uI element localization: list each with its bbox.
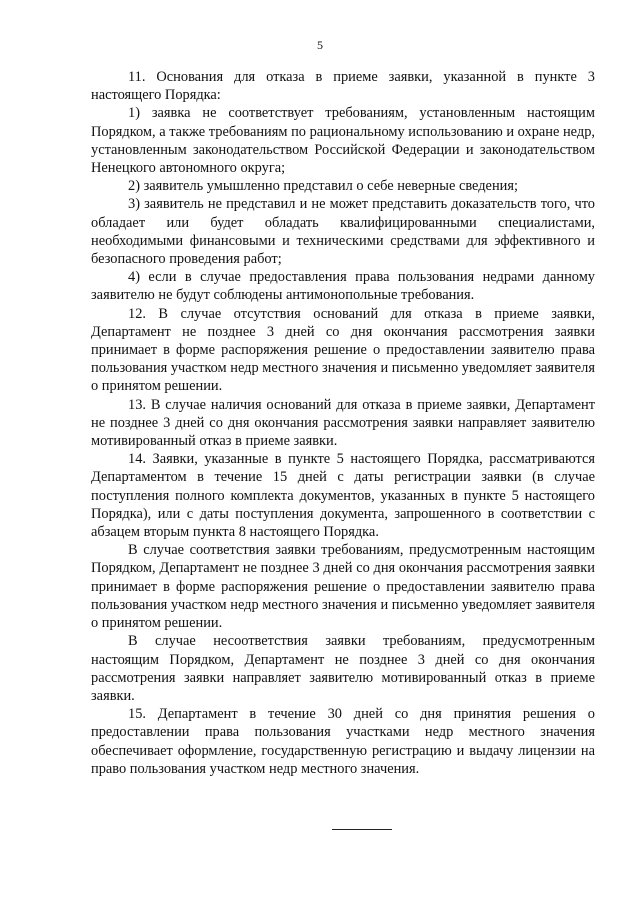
end-divider	[332, 829, 392, 830]
paragraph-11-item-3: 3) заявитель не представил и не может представить доказательств того, что обладает или будет обладать квалифицированными специалистами, необходимыми финансовыми и техническими средствами для эффективного и безопасного проведения работ;	[91, 196, 595, 268]
page-number: 5	[317, 38, 323, 52]
paragraph-11: 11. Основания для отказа в приеме заявки, указанной в пункте 3 настоящего Порядка:	[91, 69, 595, 104]
paragraph-11-item-1: 1) заявка не соответствует требованиям, установленным настоящим Порядком, а также требованиям по рациональному использованию и охране недр, установленным законодательством Российской Федерации и законодательством Ненецкого автономного округа;	[91, 105, 595, 177]
paragraph-14-part-2: В случае соответствия заявки требованиям, предусмотренным настоящим Порядком, Департамент не позднее 3 дней со дня окончания рассмотрения заявки принимает в форме распоряжения решение о предоставлении заявителю права пользования участком недр местного значения и письменно уведомляет заявителя о принятом решении.	[91, 542, 595, 632]
paragraph-15: 15. Департамент в течение 30 дней со дня принятия решения о предоставлении права пользования участками недр местного значения обеспечивает оформление, государственную регистрацию и выдачу лицензии на право пользования участком недр местного значения.	[91, 706, 595, 777]
paragraph-14: 14. Заявки, указанные в пункте 5 настоящего Порядка, рассматриваются Департаментом в течение 15 дней с даты регистрации заявки (в случае поступления полного комплекта документов, указанных в пункте 5 настоящего Порядка), или с даты поступления документа, запрошенного в соответствии с абзацем вторым пункта 8 настоящего Порядка.	[91, 451, 595, 541]
document-body	[91, 68, 595, 778]
paragraph-13: 13. В случае наличия оснований для отказа в приеме заявки, Департамент не позднее 3 дней со дня окончания рассмотрения заявки направляет заявителю мотивированный отказ в приеме заявки.	[91, 396, 595, 450]
paragraph-11-item-4: 4) если в случае предоставления права пользования недрами данному заявителю не будут соблюдены антимонопольные требования.	[91, 269, 595, 304]
paragraph-11-item-2: 2) заявитель умышленно представил о себе неверные сведения;	[128, 178, 518, 195]
paragraph-12: 12. В случае отсутствия оснований для отказа в приеме заявки, Департамент не позднее 3 дней со дня окончания рассмотрения заявки принимает в форме распоряжения решение о предоставлении заявителю права пользования участком недр местного значения и письменно уведомляет заявителя о принятом решении.	[91, 305, 595, 395]
paragraph-14-part-3: В случае несоответствия заявки требованиям, предусмотренным настоящим Порядком, Департамент не позднее 3 дней со дня окончания рассмотрения заявки направляет заявителю мотивированный отказ в приеме заявки.	[91, 633, 595, 704]
